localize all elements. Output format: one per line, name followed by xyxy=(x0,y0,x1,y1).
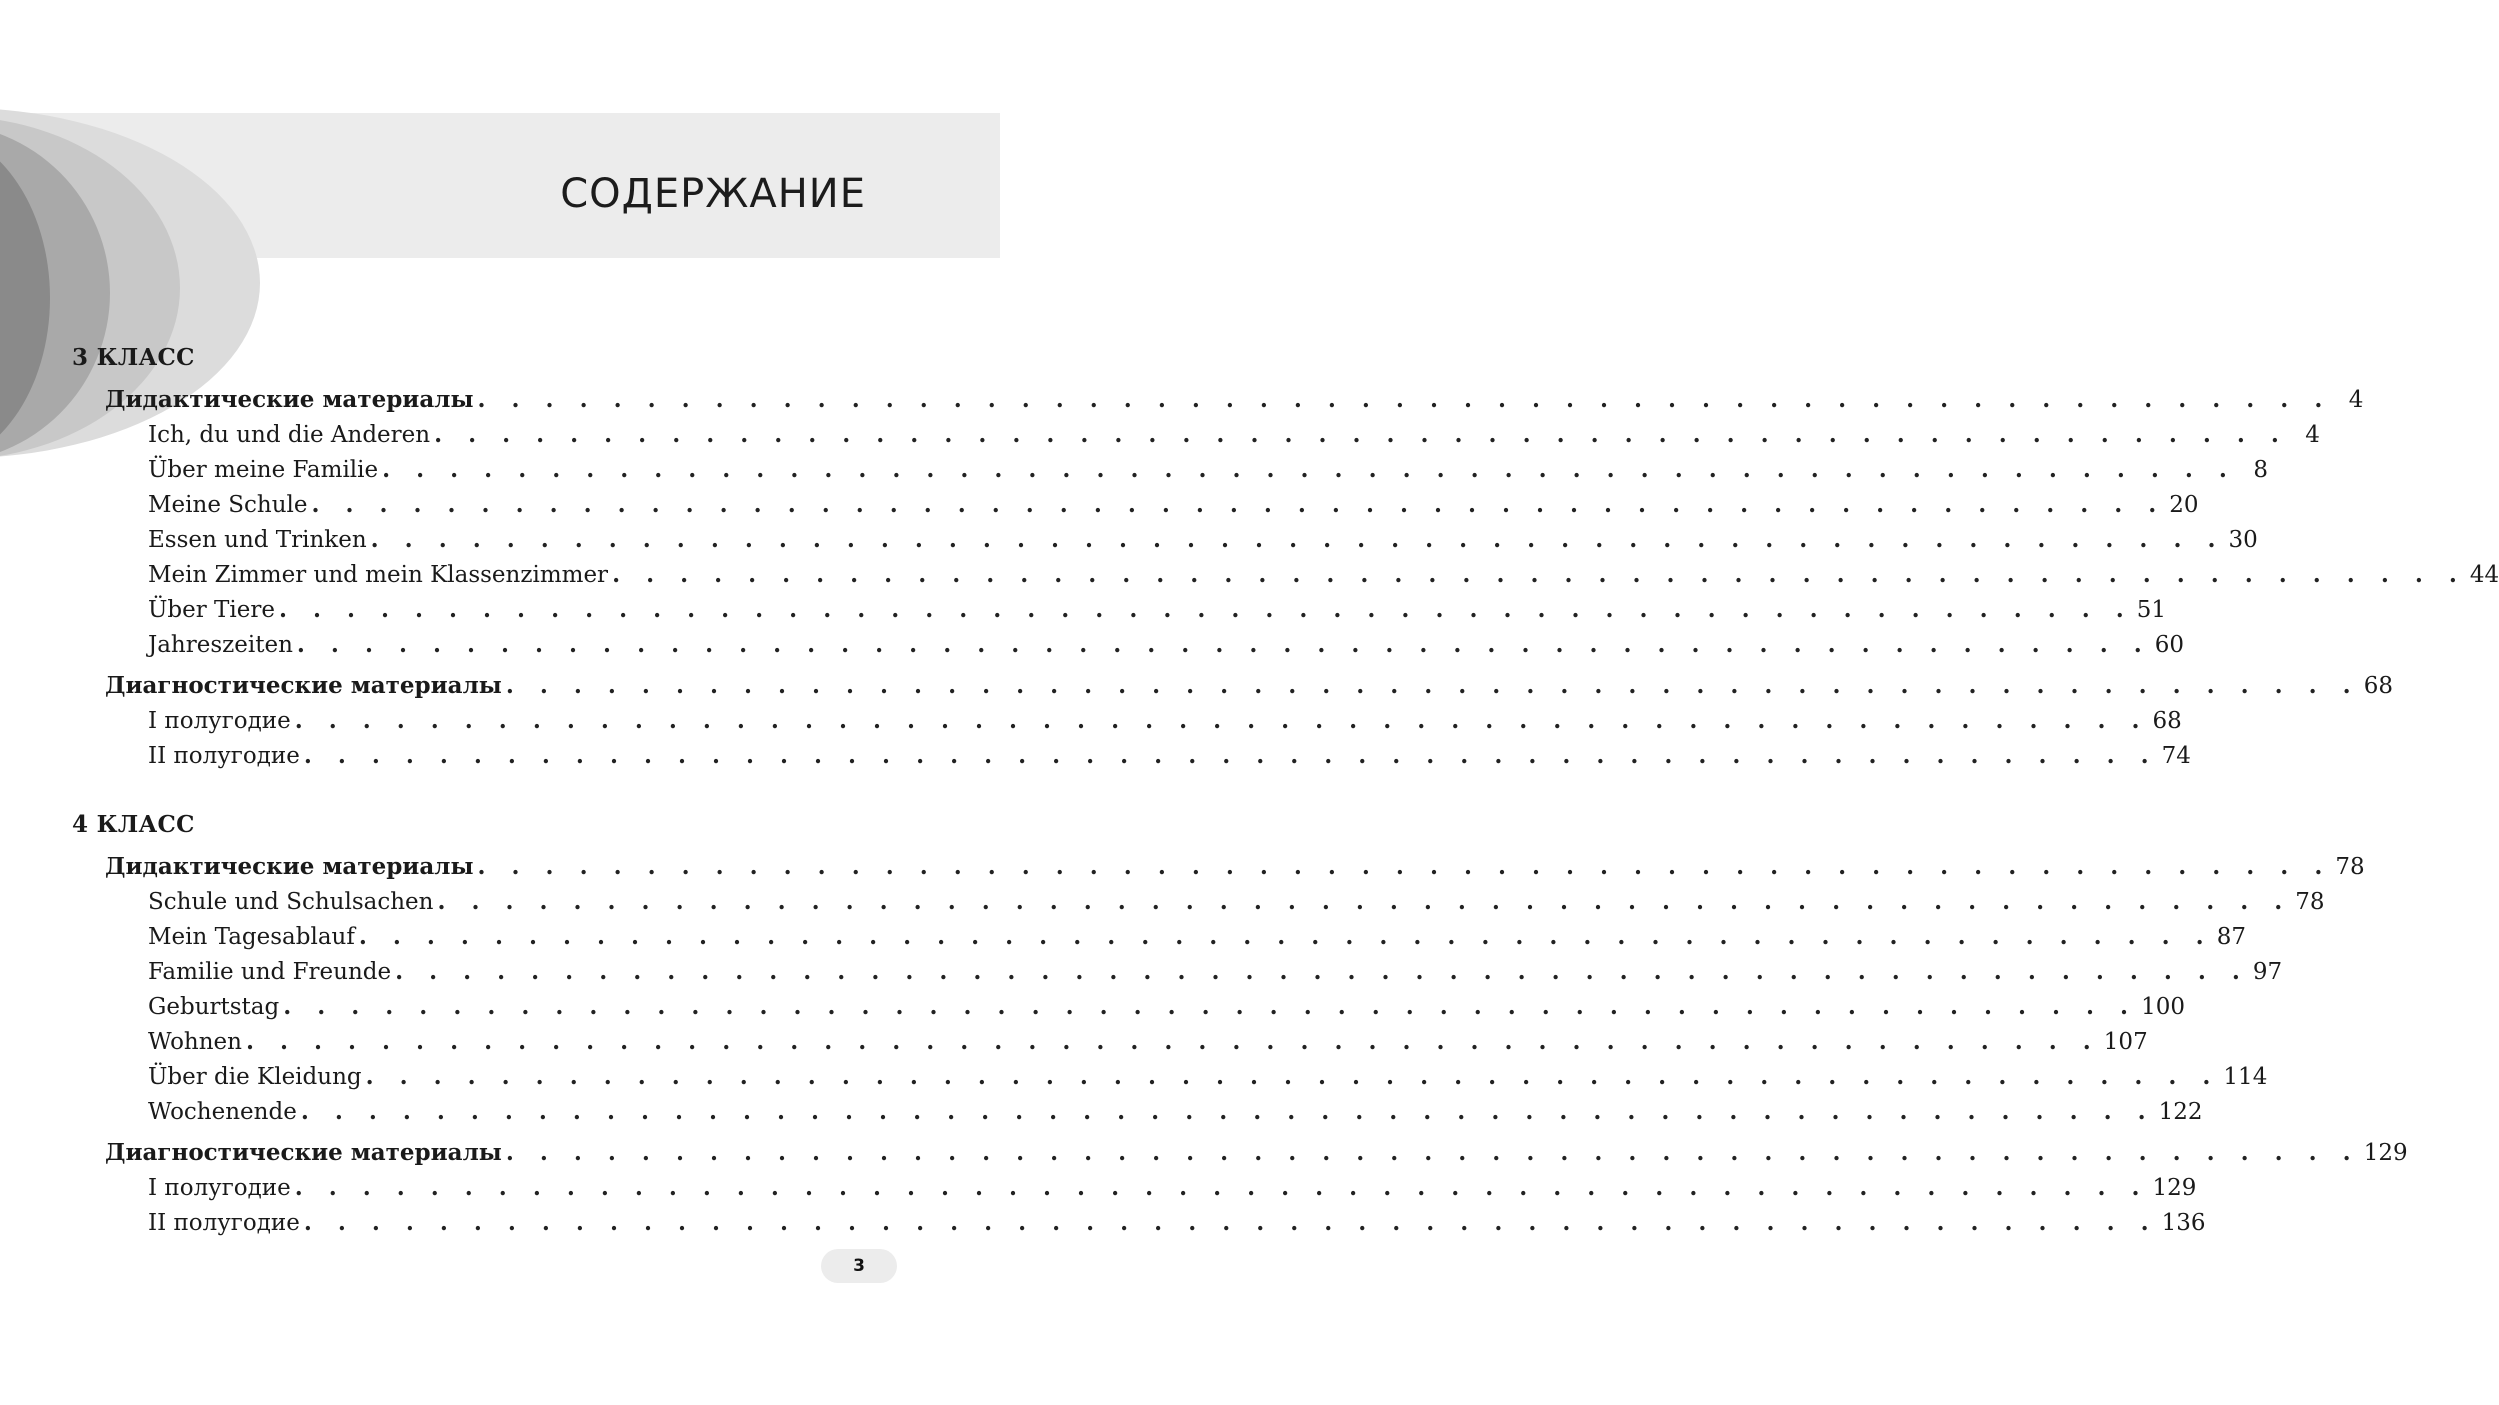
dot-leader: . . . . . . . . . . . . . . . . . . . . . . . . . . . . . . . . . . . . . . . . . . . . . . . . . . . . . . . xyxy=(370,526,2225,553)
toc-topic[interactable] xyxy=(72,1170,2197,1205)
toc-page: 4 xyxy=(2348,387,2364,413)
dot-leader: . . . . . . . . . . . . . . . . . . . . . . . . . . . . . . . . . . . . . . . . . . . . . . . . . . . . . . . xyxy=(505,1139,2360,1166)
toc-topic[interactable] xyxy=(72,487,2199,522)
dot-leader: . . . . . . . . . . . . . . . . . . . . . . . . . . . . . . . . . . . . . . . . . . . . . . . . . . . . . . . xyxy=(300,1098,2155,1125)
toc-page: 122 xyxy=(2158,1099,2203,1125)
page-title: СОДЕРЖАНИЕ xyxy=(560,171,866,217)
toc-label: Über meine Familie xyxy=(148,457,379,483)
dot-leader: . . . . . . . . . . . . . . . . . . . . . . . . . . . . . . . . . . . . . . . . . . . . . . . . . . . . . . . xyxy=(382,456,2236,483)
toc-label: Familie und Freunde xyxy=(148,959,392,985)
dot-leader: . . . . . . . . . . . . . . . . . . . . . . . . . . . . . . . . . . . . . . . . . . . . . . . . . . . . . . . xyxy=(296,631,2151,658)
toc-page: 114 xyxy=(2223,1064,2268,1090)
toc-topic[interactable] xyxy=(72,884,2325,919)
toc-page: 129 xyxy=(2152,1175,2197,1201)
toc-topic[interactable] xyxy=(72,954,2283,989)
toc-section-diagnostic-4[interactable] xyxy=(72,1135,2408,1170)
toc-label: Schule und Schulsachen xyxy=(148,889,434,915)
toc-page: 20 xyxy=(2169,492,2199,518)
dot-leader: . . . . . . . . . . . . . . . . . . . . . . . . . . . . . . . . . . . . . . . . . . . . . . . . . . . . . . . xyxy=(294,1174,2149,1201)
toc-label: Mein Tagesablauf xyxy=(148,924,355,950)
toc-label: Дидактические материалы xyxy=(105,386,474,413)
toc-page: 97 xyxy=(2252,959,2283,985)
table-of-contents xyxy=(72,340,2499,1240)
toc-label: Mein Zimmer und mein Klassenzimmer xyxy=(148,562,609,588)
toc-label: I полугодие xyxy=(148,708,291,734)
toc-page: 87 xyxy=(2216,924,2246,950)
toc-topic[interactable] xyxy=(72,919,2246,954)
toc-label: Диагностические материалы xyxy=(105,1139,502,1166)
toc-section-didactic-3[interactable] xyxy=(72,382,2364,417)
toc-page: 78 xyxy=(2335,854,2365,880)
toc-label: Über die Kleidung xyxy=(148,1064,362,1090)
toc-page: 136 xyxy=(2161,1210,2206,1236)
toc-label: Wohnen xyxy=(148,1029,242,1055)
toc-label: II полугодие xyxy=(148,743,300,769)
toc-page: 107 xyxy=(2103,1029,2148,1055)
toc-topic[interactable] xyxy=(72,703,2182,738)
toc-topic[interactable] xyxy=(72,1205,2206,1240)
toc-page: 51 xyxy=(2136,597,2167,623)
toc-topic[interactable] xyxy=(72,1024,2148,1059)
toc-topic[interactable] xyxy=(72,557,2499,592)
toc-label: Meine Schule xyxy=(148,492,308,518)
toc-label: Wochenende xyxy=(148,1099,297,1125)
toc-page: 30 xyxy=(2228,527,2258,553)
toc-topic[interactable] xyxy=(72,592,2167,627)
toc-page: 68 xyxy=(2152,708,2182,734)
toc-label: Диагностические материалы xyxy=(105,672,502,699)
toc-topic[interactable] xyxy=(72,1059,2268,1094)
toc-label: Ich, du und die Anderen xyxy=(148,422,431,448)
dot-leader: . . . . . . . . . . . . . . . . . . . . . . . . . . . . . . . . . . . . . . . . . . . . . . . . . . . . . . . xyxy=(612,561,2466,588)
toc-label: Дидактические материалы xyxy=(105,853,474,880)
dot-leader: . . . . . . . . . . . . . . . . . . . . . . . . . . . . . . . . . . . . . . . . . . . . . . . . . . . . . . . xyxy=(278,596,2133,623)
dot-leader: . . . . . . . . . . . . . . . . . . . . . . . . . . . . . . . . . . . . . . . . . . . . . . . . . . . . . . . xyxy=(437,888,2292,915)
toc-label: Über Tiere xyxy=(148,597,275,623)
toc-topic[interactable] xyxy=(72,1094,2203,1129)
toc-topic[interactable] xyxy=(72,627,2185,662)
dot-leader: . . . . . . . . . . . . . . . . . . . . . . . . . . . . . . . . . . . . . . . . . . . . . . . . . . . . . . . xyxy=(311,491,2166,518)
toc-topic[interactable] xyxy=(72,989,2185,1024)
toc-page: 100 xyxy=(2141,994,2185,1020)
toc-page: 44 xyxy=(2469,562,2499,588)
toc-page: 68 xyxy=(2363,673,2393,699)
toc-page: 74 xyxy=(2161,743,2191,769)
dot-leader: . . . . . . . . . . . . . . . . . . . . . . . . . . . . . . . . . . . . . . . . . . . . . . . . . . . . . . . xyxy=(303,742,2158,769)
toc-page: 78 xyxy=(2295,889,2325,915)
dot-leader: . . . . . . . . . . . . . . . . . . . . . . . . . . . . . . . . . . . . . . . . . . . . . . . . . . . . . . . xyxy=(365,1063,2220,1090)
toc-topic[interactable] xyxy=(72,738,2191,773)
toc-label: Geburtstag xyxy=(148,994,280,1020)
toc-page: 4 xyxy=(2305,422,2320,448)
toc-section-diagnostic-3[interactable] xyxy=(72,668,2393,703)
dot-leader: . . . . . . . . . . . . . . . . . . . . . . . . . . . . . . . . . . . . . . . . . . . . . . . . . . . . . . . xyxy=(395,958,2249,985)
dot-leader: . . . . . . . . . . . . . . . . . . . . . . . . . . . . . . . . . . . . . . . . . . . . . . . . . . . . . . . xyxy=(505,672,2360,699)
dot-leader: . . . . . . . . . . . . . . . . . . . . . . . . . . . . . . . . . . . . . . . . . . . . . . . . . . . . . . . xyxy=(283,993,2138,1020)
toc-page: 129 xyxy=(2363,1140,2408,1166)
dot-leader: . . . . . . . . . . . . . . . . . . . . . . . . . . . . . . . . . . . . . . . . . . . . . . . . . . . . . . . xyxy=(245,1028,2100,1055)
toc-label: Jahreszeiten xyxy=(148,632,293,658)
toc-topic[interactable] xyxy=(72,522,2258,557)
toc-page: 60 xyxy=(2154,632,2185,658)
toc-label: I полугодие xyxy=(148,1175,291,1201)
toc-topic[interactable] xyxy=(72,452,2268,487)
dot-leader: . . . . . . . . . . . . . . . . . . . . . . . . . . . . . . . . . . . . . . . . . . . . . . . . . . . . . . . xyxy=(477,853,2332,880)
grade-3-heading: 3 КЛАСС xyxy=(72,344,195,371)
dot-leader: . . . . . . . . . . . . . . . . . . . . . . . . . . . . . . . . . . . . . . . . . . . . . . . . . . . . . . . xyxy=(303,1209,2158,1236)
dot-leader: . . . . . . . . . . . . . . . . . . . . . . . . . . . . . . . . . . . . . . . . . . . . . . . . . . . . . . . xyxy=(434,421,2288,448)
toc-topic[interactable] xyxy=(72,417,2320,452)
dot-leader: . . . . . . . . . . . . . . . . . . . . . . . . . . . . . . . . . . . . . . . . . . . . . . . . . . . . . . . xyxy=(358,923,2213,950)
dot-leader: . . . . . . . . . . . . . . . . . . . . . . . . . . . . . . . . . . . . . . . . . . . . . . . . . . . . . . . xyxy=(294,707,2149,734)
toc-page: 8 xyxy=(2253,457,2268,483)
toc-section-didactic-4[interactable] xyxy=(72,849,2365,884)
dot-leader: . . . . . . . . . . . . . . . . . . . . . . . . . . . . . . . . . . . . . . . . . . . . . . . . . . . . . . . xyxy=(477,386,2332,413)
toc-label: II полугодие xyxy=(148,1210,300,1236)
grade-4-heading: 4 КЛАСС xyxy=(72,811,195,838)
page-number-badge: 3 xyxy=(821,1249,897,1283)
toc-label: Essen und Trinken xyxy=(148,527,367,553)
